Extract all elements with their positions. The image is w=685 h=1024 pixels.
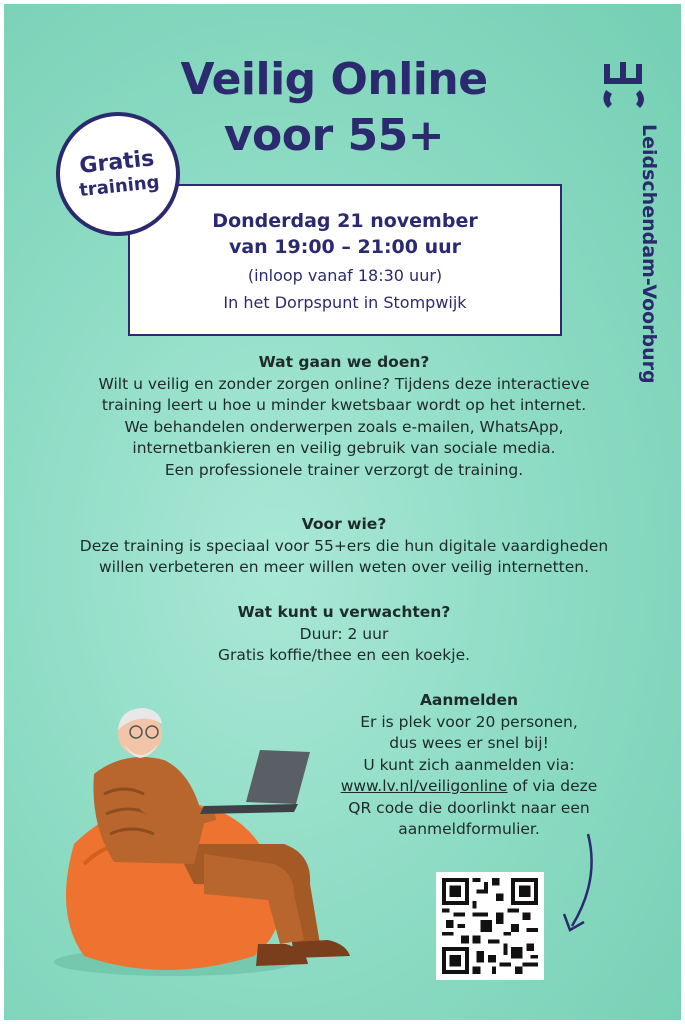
event-date: Donderdag 21 november — [212, 210, 478, 232]
section-who-line: willen verbeteren en meer willen weten over veilig internetten. — [98, 558, 590, 576]
register-line-6: aanmeldformulier. — [398, 820, 540, 838]
badge-line-1: Gratis — [78, 146, 156, 179]
event-location: In het Dorpspunt in Stompwijk — [223, 293, 467, 312]
section-who-heading: Voor wie? — [301, 515, 387, 533]
event-walk-in: (inloop vanaf 18:30 uur) — [247, 266, 443, 285]
section-who — [44, 514, 644, 579]
section-register-heading: Aanmelden — [419, 691, 519, 709]
section-what — [44, 352, 644, 481]
section-expect-line: Gratis koffie/thee en een koekje. — [217, 646, 471, 664]
title-line-1: Veilig Online — [180, 54, 488, 105]
event-details-box — [128, 184, 562, 336]
page-title — [124, 52, 544, 164]
section-expect-heading: Wat kunt u verwachten? — [237, 603, 451, 621]
register-line-2: dus wees er snel bij! — [389, 734, 549, 752]
section-what-line: internetbankieren en veilig gebruik van sociale media. — [132, 439, 556, 457]
event-time: van 19:00 – 21:00 uur — [228, 236, 462, 258]
senior-with-laptop-illustration — [54, 694, 394, 994]
qr-code[interactable] — [436, 872, 544, 980]
register-line-5: QR code die doorlinkt naar een — [348, 798, 590, 817]
section-expect — [44, 602, 644, 667]
poster — [4, 4, 681, 1020]
register-link-suffix: of via deze — [507, 777, 598, 795]
title-line-2: voor 55+ — [223, 110, 445, 161]
section-what-line: Wilt u veilig en zonder zorgen online? Tijdens deze interactieve — [98, 374, 590, 393]
section-who-line: Deze training is speciaal voor 55+ers die hun digitale vaardigheden — [79, 536, 609, 555]
register-line-3: U kunt zich aanmelden via: — [363, 755, 575, 774]
register-link[interactable]: www.lv.nl/veiligonline — [340, 777, 508, 795]
qr-code-icon — [442, 878, 538, 974]
section-expect-line: Duur: 2 uur — [299, 624, 389, 643]
section-what-heading: Wat gaan we doen? — [258, 353, 430, 371]
section-what-line: Een professionele trainer verzorgt de training. — [164, 460, 524, 479]
badge-line-2: training — [78, 171, 161, 202]
section-what-line: We behandelen onderwerpen zoals e-mailen, WhatsApp, — [124, 417, 564, 436]
logo-text: Leidschendam-Voorburg — [638, 124, 660, 384]
register-line-1: Er is plek voor 20 personen, — [360, 712, 578, 731]
section-what-line: training leert u hoe u minder kwetsbaar wordt op het internet. — [101, 396, 587, 414]
arrow-down-icon — [552, 830, 602, 940]
